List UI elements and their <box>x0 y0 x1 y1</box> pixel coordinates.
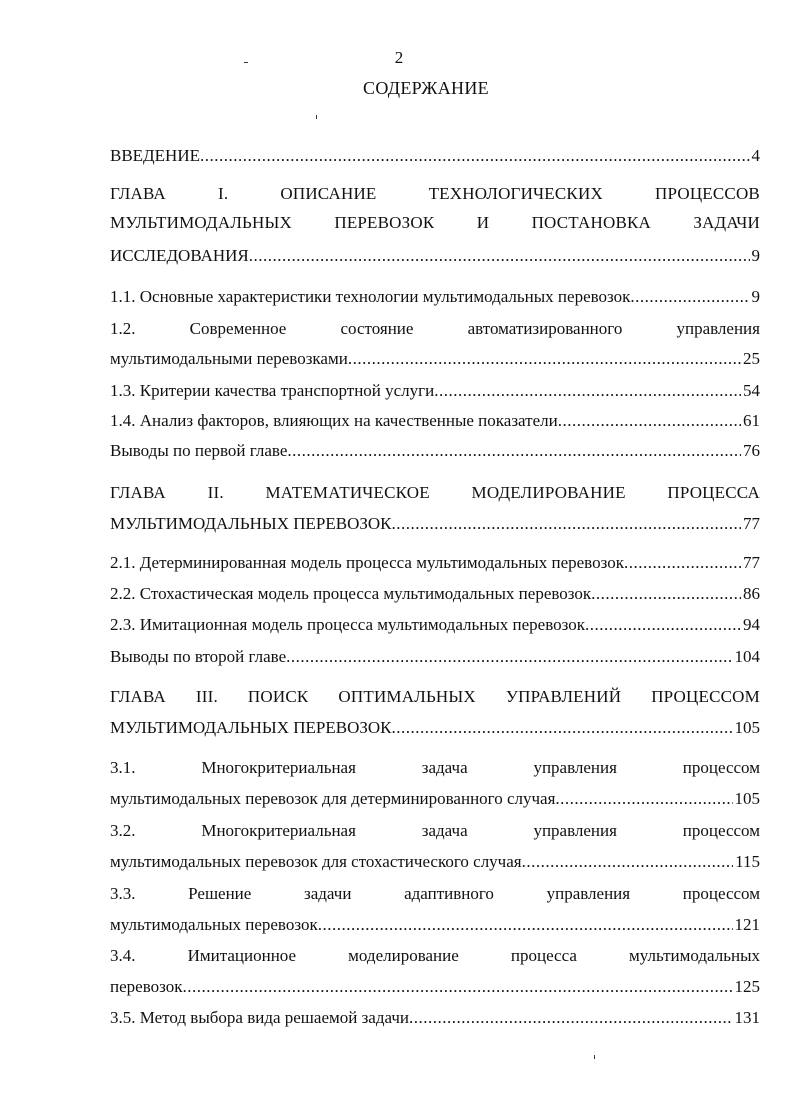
toc-word: автоматизированного <box>467 319 623 338</box>
toc-line <box>110 441 760 461</box>
toc-entry-text: Выводы по первой главе <box>110 441 288 460</box>
toc-word: процессом <box>682 758 760 777</box>
toc-entry-text: мультимодальных перевозок <box>110 915 318 934</box>
toc-line <box>110 319 760 339</box>
toc-line <box>110 184 760 204</box>
toc-word: МАТЕМАТИЧЕСКОЕ <box>265 483 430 502</box>
toc-entry-text: 1.3. Критерии качества транспортной услуги <box>110 381 435 400</box>
toc-page-number: 4 <box>751 146 760 165</box>
toc-word: управления <box>546 884 631 903</box>
toc-line <box>110 977 760 997</box>
toc-word: мультимодальных <box>629 946 760 965</box>
toc-line <box>110 718 760 738</box>
toc-line <box>110 884 760 904</box>
toc-word: 3.1. <box>110 758 136 777</box>
leader-dots <box>434 381 741 401</box>
toc-line <box>110 915 760 935</box>
leader-dots <box>555 789 732 809</box>
leader-dots <box>558 411 741 431</box>
toc-word: ПОИСК <box>247 687 309 706</box>
toc-word: управления <box>533 758 617 777</box>
toc-word: ОПИСАНИЕ <box>280 184 377 203</box>
toc-page-number: 115 <box>735 852 760 871</box>
leader-dots <box>286 647 732 667</box>
toc-word: управления <box>533 821 617 840</box>
toc-word: задачи <box>304 884 352 903</box>
toc-word: ГЛАВА <box>110 483 166 502</box>
toc-page-number: 121 <box>734 915 760 934</box>
toc-word: процессом <box>682 821 760 840</box>
leader-dots <box>522 852 734 872</box>
toc-page-number: 105 <box>734 718 760 737</box>
toc-word: ПРОЦЕССА <box>667 483 760 502</box>
toc-line <box>110 213 760 233</box>
toc-word: Многокритериальная <box>201 758 356 777</box>
toc-word: ГЛАВА <box>110 184 166 203</box>
toc-word: II. <box>207 483 224 502</box>
toc-word: ПРОЦЕССОМ <box>651 687 760 706</box>
toc-entry-text: 2.2. Стохастическая модель процесса мультимодальных перевозок <box>110 584 592 603</box>
toc-line <box>110 246 760 266</box>
toc-page-number: 9 <box>751 287 760 306</box>
toc-line <box>110 146 760 166</box>
toc-word: процесса <box>510 946 577 965</box>
document-title: СОДЕРЖАНИЕ <box>363 78 489 98</box>
toc-page-number: 131 <box>734 1008 760 1027</box>
toc-word: ПЕРЕВОЗОК <box>334 213 435 232</box>
scan-mark <box>316 115 317 119</box>
toc-entry-text: ВВЕДЕНИЕ <box>110 146 200 165</box>
leader-dots <box>409 1008 732 1028</box>
leader-dots <box>630 287 749 307</box>
toc-word: 3.4. <box>110 946 136 965</box>
toc-word: ПРОЦЕССОВ <box>655 184 760 203</box>
toc-page-number: 105 <box>734 789 760 808</box>
toc-entry-text: 3.5. Метод выбора вида решаемой задачи <box>110 1008 410 1027</box>
toc-page-number: 77 <box>743 514 760 533</box>
toc-word: Современное <box>189 319 287 338</box>
toc-line <box>110 553 760 573</box>
toc-word: задача <box>421 758 468 777</box>
toc-word: ПОСТАНОВКА <box>531 213 652 232</box>
toc-page-number: 25 <box>743 349 760 368</box>
scan-mark <box>594 1055 595 1059</box>
leader-dots <box>392 514 742 534</box>
leader-dots <box>585 615 741 635</box>
toc-word: ОПТИМАЛЬНЫХ <box>338 687 476 706</box>
toc-word: адаптивного <box>404 884 494 903</box>
toc-word: моделирование <box>348 946 459 965</box>
toc-page-number: 104 <box>734 647 760 666</box>
toc-word: III. <box>195 687 218 706</box>
toc-line <box>110 1008 760 1028</box>
toc-entry-text: 2.3. Имитационная модель процесса мультимодальных перевозок <box>110 615 585 634</box>
leader-dots <box>624 553 741 573</box>
toc-line <box>110 483 760 503</box>
toc-entry-text: МУЛЬТИМОДАЛЬНЫХ ПЕРЕВОЗОК <box>110 514 392 533</box>
toc-word: задача <box>421 821 468 840</box>
toc-line <box>110 381 760 401</box>
toc-word: МОДЕЛИРОВАНИЕ <box>471 483 626 502</box>
toc-page-number: 77 <box>743 553 760 572</box>
leader-dots <box>591 584 741 604</box>
toc-entry-text: мультимодальными перевозками <box>110 349 348 368</box>
toc-word: I. <box>217 184 229 203</box>
toc-word: УПРАВЛЕНИЙ <box>505 687 622 706</box>
toc-word: ТЕХНОЛОГИЧЕСКИХ <box>428 184 603 203</box>
toc-word: ЗАДАЧИ <box>693 213 760 232</box>
toc-line <box>110 647 760 667</box>
toc-line <box>110 789 760 809</box>
toc-line <box>110 514 760 534</box>
scan-mark <box>244 62 248 63</box>
leader-dots <box>249 246 750 266</box>
page-number: 2 <box>394 48 404 67</box>
toc-entry-text: МУЛЬТИМОДАЛЬНЫХ ПЕРЕВОЗОК <box>110 718 392 737</box>
toc-word: И <box>476 213 490 232</box>
toc-entry-text: ИССЛЕДОВАНИЯ <box>110 246 249 265</box>
toc-entry-text: перевозок <box>110 977 183 996</box>
toc-page-number: 9 <box>751 246 760 265</box>
toc-entry-text: 2.1. Детерминированная модель процесса мультимодальных перевозок <box>110 553 624 572</box>
toc-line <box>110 349 760 369</box>
toc-line <box>110 615 760 635</box>
toc-entry-text: мультимодальных перевозок для детерминированного случая <box>110 789 556 808</box>
toc-word: ГЛАВА <box>110 687 166 706</box>
leader-dots <box>200 146 750 166</box>
toc-line <box>110 584 760 604</box>
leader-dots <box>182 977 732 997</box>
toc-line <box>110 821 760 841</box>
toc-line <box>110 852 760 872</box>
toc-line <box>110 687 760 707</box>
toc-line <box>110 287 760 307</box>
leader-dots <box>348 349 741 369</box>
leader-dots <box>287 441 741 461</box>
toc-entry-text: 1.4. Анализ факторов, влияющих на качественные показатели <box>110 411 558 430</box>
toc-word: Решение <box>188 884 252 903</box>
toc-word: управления <box>676 319 760 338</box>
toc-page-number: 54 <box>743 381 760 400</box>
toc-word: 1.2. <box>110 319 136 338</box>
toc-word: 3.2. <box>110 821 136 840</box>
toc-word: процессом <box>682 884 760 903</box>
toc-page-number: 94 <box>743 615 760 634</box>
toc-page-number: 76 <box>743 441 760 460</box>
toc-word: 3.3. <box>110 884 136 903</box>
toc-page-number: 125 <box>734 977 760 996</box>
toc-page-number: 86 <box>743 584 760 603</box>
toc-word: МУЛЬТИМОДАЛЬНЫХ <box>110 213 292 232</box>
toc-entry-text: 1.1. Основные характеристики технологии мультимодальных перевозок <box>110 287 631 306</box>
leader-dots <box>392 718 733 738</box>
toc-line <box>110 758 760 778</box>
toc-entry-text: Выводы по второй главе <box>110 647 287 666</box>
leader-dots <box>318 915 733 935</box>
toc-line <box>110 946 760 966</box>
toc-entry-text: мультимодальных перевозок для стохастического случая <box>110 852 522 871</box>
toc-word: Имитационное <box>187 946 297 965</box>
toc-word: состояние <box>340 319 414 338</box>
toc-line <box>110 411 760 431</box>
toc-page-number: 61 <box>743 411 760 430</box>
toc-word: Многокритериальная <box>201 821 356 840</box>
